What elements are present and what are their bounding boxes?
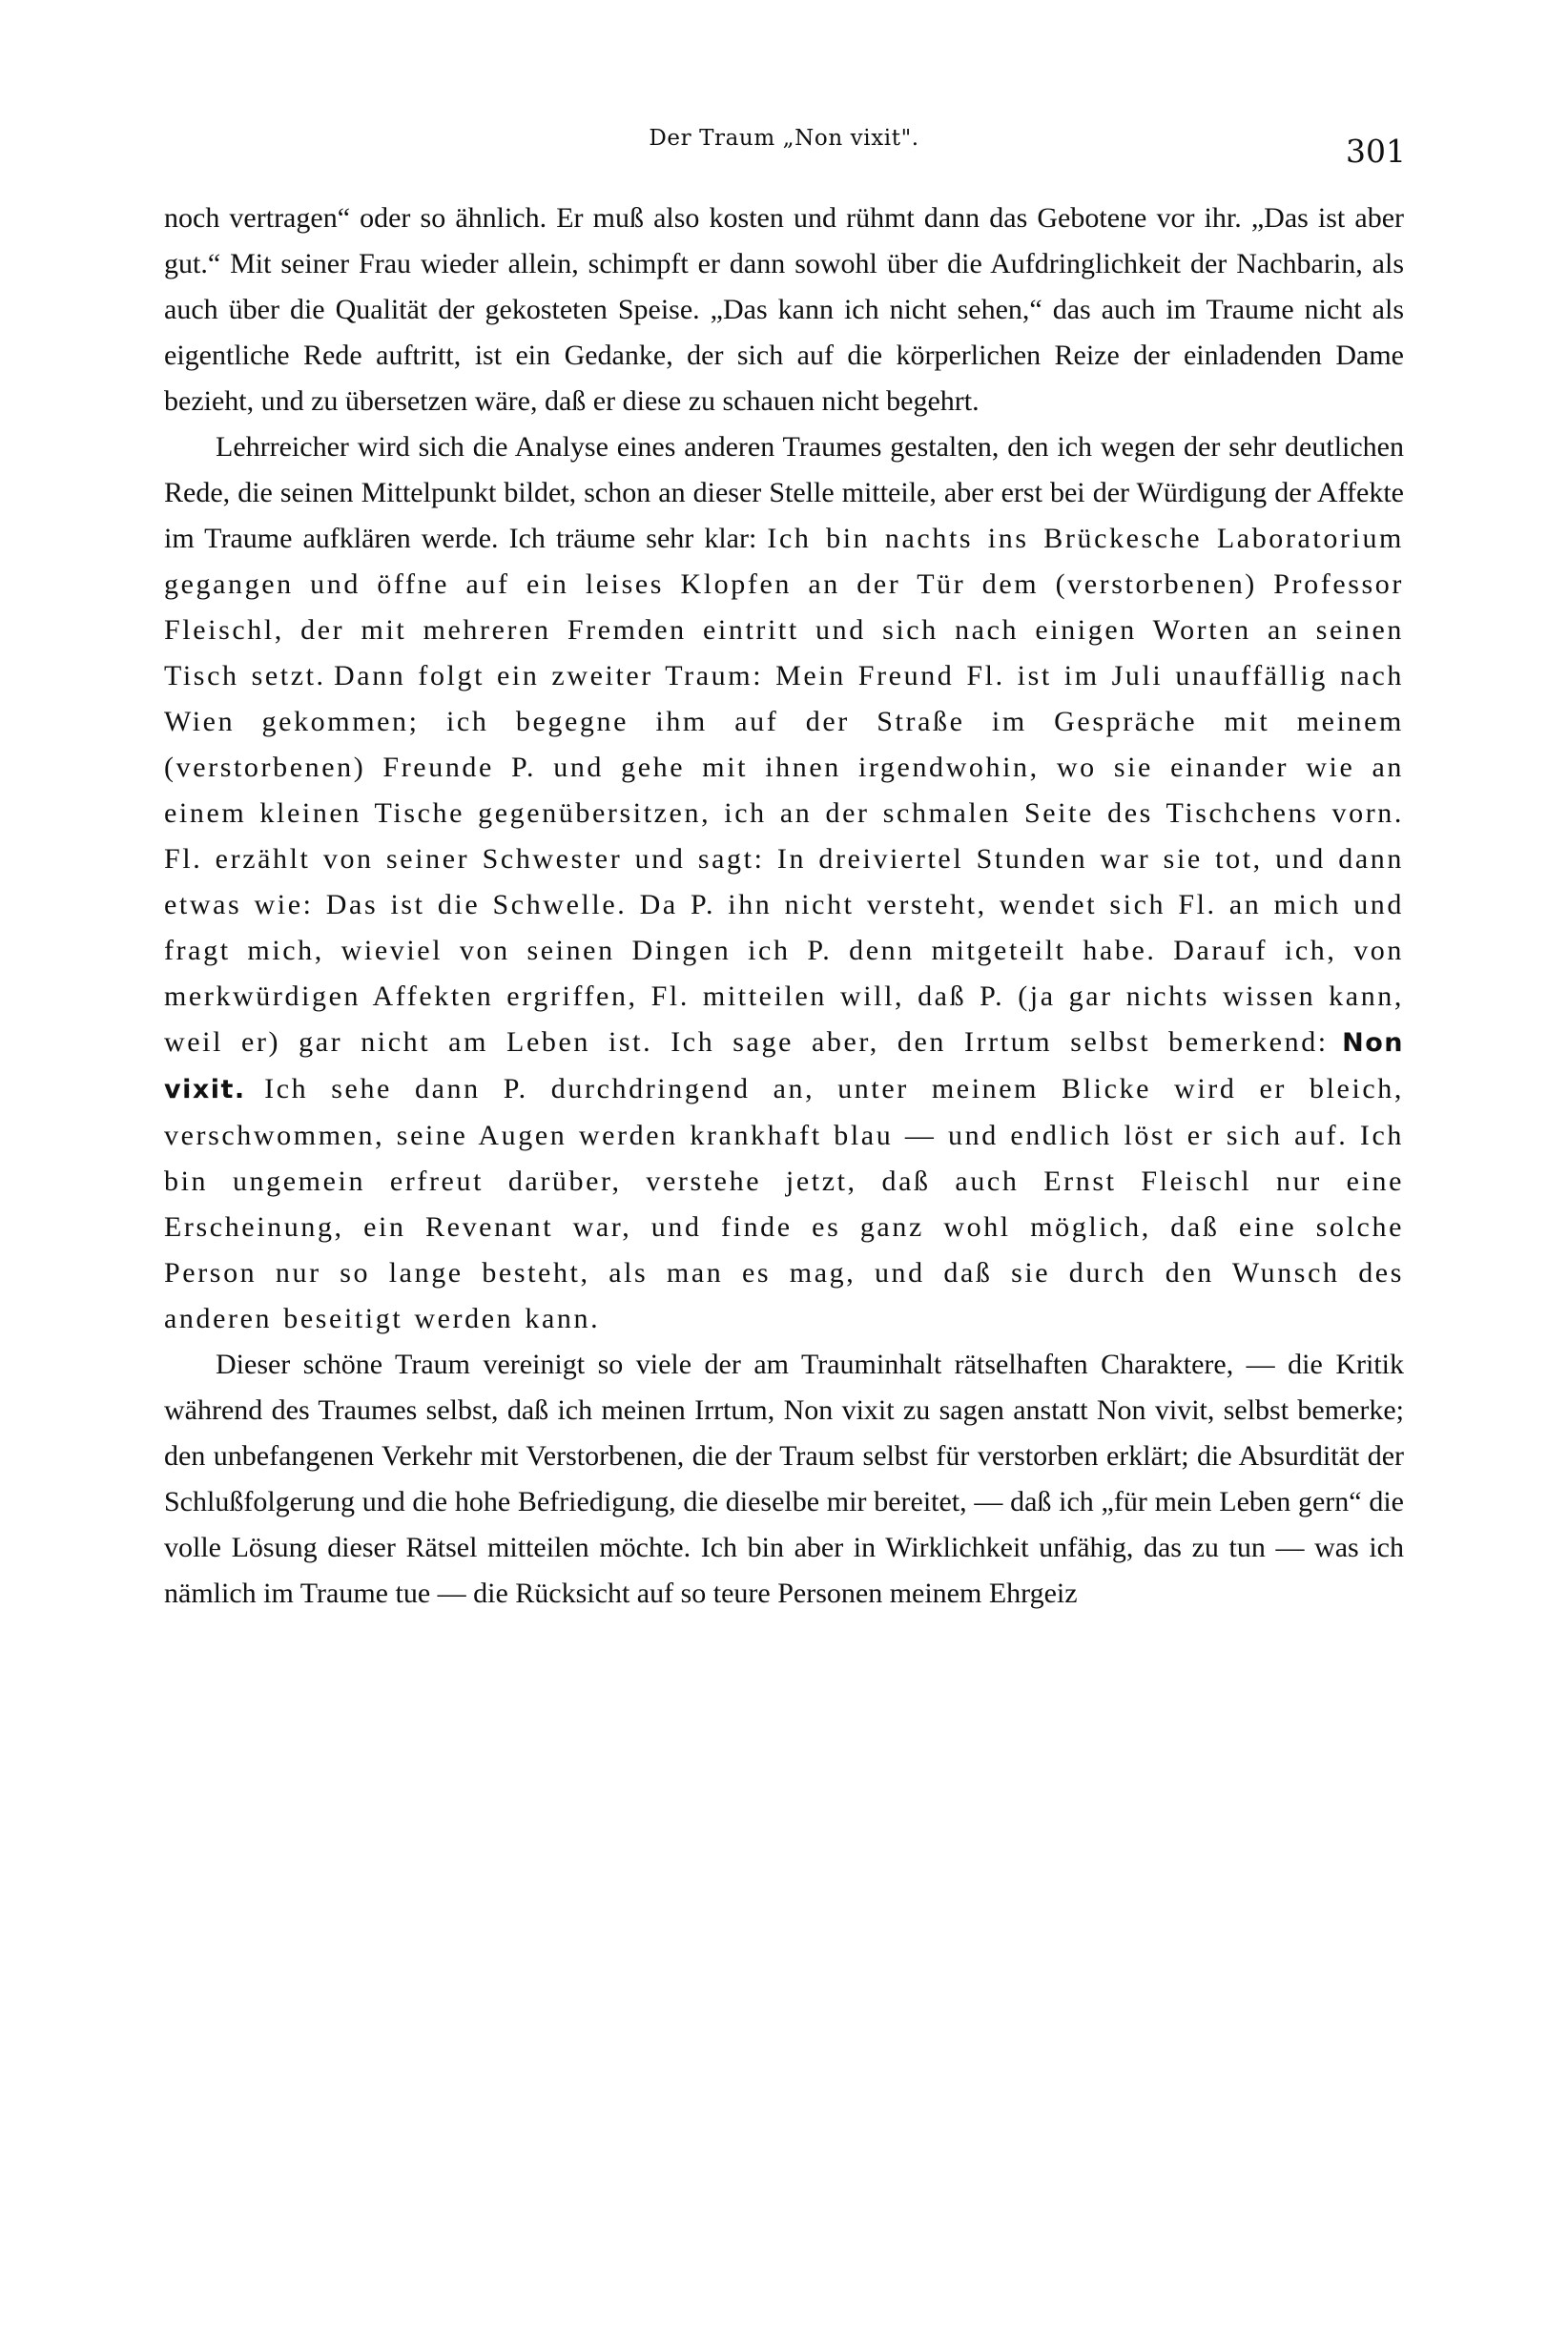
body-text [164,196,1404,1617]
page-number: 301 [1346,133,1406,170]
paragraph-3-text: Dieser schöne Traum vereinigt so viele der am Trauminhalt rätselhaften Charaktere, — die Kritik während des Traumes selbst, daß ich meinen Irrtum, Non vixit zu sagen anstatt Non vivit, selbst bemerke; den unbefangenen Verkehr mit Verstorbenen, die der Traum selbst für verstorben erklärt; die Absurdität der Schlußfolgerung und die hohe Befriedigung, die dieselbe mir bereitet, — daß ich „für mein Leben gern“ die volle Lösung dieser Rätsel mitteilen möchte. Ich bin aber in Wirklichkeit unfähig, das zu tun — was ich nämlich im Traume tue — die Rücksicht auf so teure Personen meinem Ehrgeiz [164,1349,1404,1609]
paragraph-1 [164,196,1404,424]
paragraph-2-intro [164,424,1404,1342]
paragraph-2-intro-text: Lehrreicher wird sich die Analyse eines anderen Traumes gestalten, den ich wegen der sehr deutlichen Rede, die seinen Mittelpunkt bildet, schon an dieser Stelle mitteile, aber erst bei der Würdigung der Affekte im Traume aufklären werde. Ich träume sehr klar: [164,431,1404,554]
dream-emphasis-non-vixit: Non vixit. [164,1028,1405,1104]
paragraph-1-text: noch vertragen“ oder so ähnlich. Er muß also kosten und rühmt dann das Gebotene vor ihr. „Das ist aber gut.“ Mit seiner Frau wieder allein, schimpft er dann sowohl über die Aufdringlichkeit der Nachbarin, als auch über die Qualität der gekosteten Speise. „Das kann ich nicht sehen,“ das auch im Traume nicht als eigentliche Rede auftritt, ist ein Gedanke, der sich auf die körperlichen Reize der einladenden Dame bezieht, und zu übersetzen wäre, daß er diese zu schauen nicht begehrt. [164,202,1404,417]
running-title: Der Traum „Non vixit". [649,126,919,151]
dream-text-a: Ich bin nachts ins Brückesche Laboratorium gegangen und öffne auf ein leises Klopfen an der Tür dem (verstorbenen) Professor Fleischl, der mit mehreren Fremden eintritt und sich nach einigen Worten an seinen Tisch setzt. [164,523,1404,691]
dream-text-b: Dann folgt ein zweiter Traum: Mein Freund Fl. ist im Juli unauffällig nach Wien gekommen; ich begegne ihm auf der Straße im Gespräche mit meinem (verstorbenen) Freunde P. und gehe mit ihnen irgendwohin, wo sie einander wie an einem kleinen Tische gegenübersitzen, ich an der schmalen Seite des Tischchens vorn. Fl. erzählt von seiner Schwester und sagt: In dreiviertel Stunden war sie tot, und dann etwas wie: Das ist die Schwelle. Da P. ihn nicht versteht, wendet sich Fl. an mich und fragt mich, wieviel von seinen Dingen ich P. denn mitgeteilt habe. Darauf ich, von merkwürdigen Affekten ergriffen, Fl. mitteilen will, daß P. (ja gar nichts wissen kann, weil er) gar nicht am Leben ist. Ich sage aber, den Irrtum selbst bemerkend: [164,660,1404,1058]
dream-text-c: Ich sehe dann P. durchdringend an, unter meinem Blicke wird er bleich, verschwommen, seine Augen werden krankhaft blau — und endlich löst er sich auf. Ich bin ungemein erfreut darüber, verstehe jetzt, daß auch Ernst Fleischl nur eine Erscheinung, ein Revenant war, und finde es ganz wohl möglich, daß eine solche Person nur so lange besteht, als man es mag, und daß sie durch den Wunsch des anderen beseitigt werden kann. [164,1073,1404,1334]
page-header [162,126,1406,170]
paragraph-3 [164,1342,1404,1617]
